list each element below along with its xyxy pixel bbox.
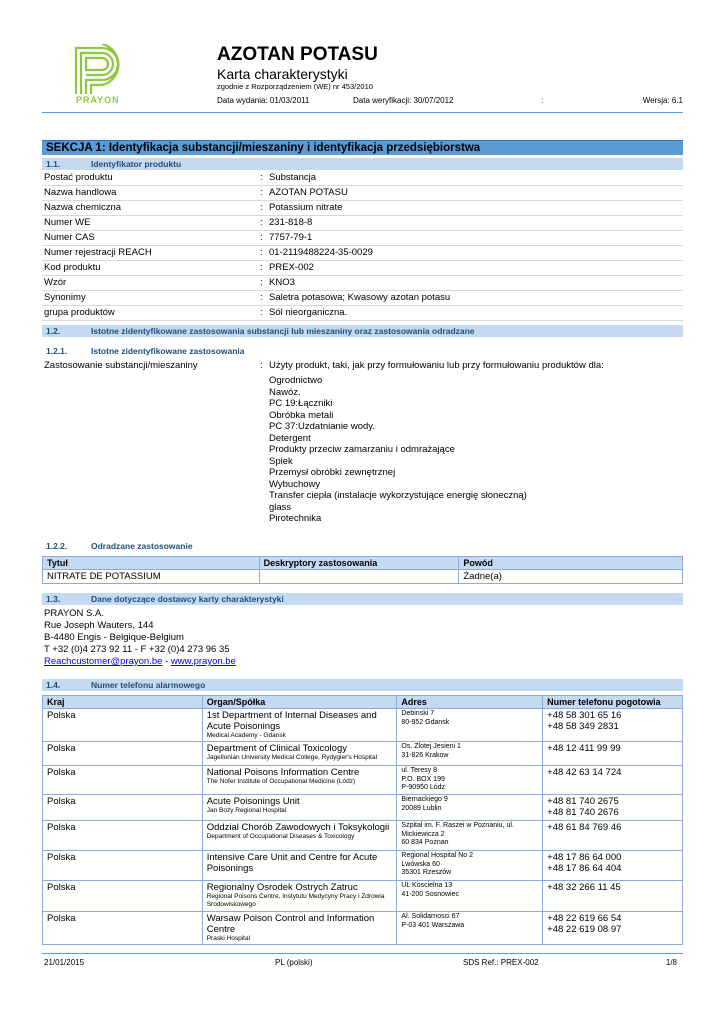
phone-number: +48 22 619 08 97: [547, 924, 622, 935]
organization-subtitle: Praski Hospital: [206, 935, 251, 942]
footer-sds-ref: SDS Ref.: PREX-002: [463, 958, 539, 967]
document-title: AZOTAN POTASU: [217, 44, 378, 65]
product-identifier-row: [44, 202, 683, 216]
phone-cell: [543, 912, 683, 945]
address-line: 31-826 Krakow: [401, 751, 449, 759]
verification-date: Data weryfikacji: 30/07/2012: [353, 96, 454, 105]
address-line: UL Koscielna 13: [401, 882, 453, 889]
subsection-title: Identyfikator produktu: [91, 159, 182, 169]
row-divider: [42, 185, 683, 186]
table-row: [43, 766, 683, 795]
field-value: Saletra potasowa; Kwasowy azotan potasu: [269, 292, 451, 303]
subsection-title: Dane dotyczące dostawcy karty charakterystyki: [91, 594, 284, 604]
organization-cell: [202, 742, 397, 766]
country-cell: [43, 912, 203, 945]
address-cell: [397, 881, 543, 912]
country: Polska: [47, 796, 76, 807]
phone-number: +48 42 63 14 724: [547, 767, 622, 778]
table-row: [43, 795, 683, 821]
address-cell: [397, 766, 543, 795]
use-item: Spiek: [269, 455, 293, 467]
row-divider: [42, 245, 683, 246]
subsection-title: Istotne zidentyfikowane zastosowania substancji lub mieszaniny oraz zastosowania odradzane: [91, 326, 475, 336]
logo-text: PRAYON: [76, 95, 120, 105]
address-line: Mickiewicza 2: [401, 830, 445, 838]
row-divider: [42, 215, 683, 216]
document-subtitle: Karta charakterystyki: [217, 66, 348, 82]
uses-row: [44, 360, 683, 374]
document-header: [0, 0, 725, 120]
subsection-title: Istotne zidentyfikowane zastosowania: [91, 346, 245, 356]
address-line: Lwówska 60: [401, 860, 440, 868]
address-line: Regional Hospital No 2: [401, 852, 474, 859]
address-line: Al. Solidarnosci 67: [401, 913, 460, 920]
country: Polska: [47, 882, 76, 893]
version: Wersja: 6.1: [642, 96, 683, 105]
supplier-city: B-4480 Engis - Belgique-Belgium: [44, 632, 184, 643]
table-row: [43, 912, 683, 945]
address-line: P.O. BOX 199: [401, 775, 445, 783]
country: Polska: [47, 743, 76, 754]
phone-cell: [543, 821, 683, 851]
organization-subtitle: Jagellonian University Medical College, Rydygier's Hospital: [206, 754, 378, 761]
supplier-details: [44, 608, 236, 668]
subsection-number: 1.2.2.: [46, 541, 68, 551]
phone-number: +48 81 740 2676: [547, 807, 619, 818]
issue-date: Data wydania: 01/03/2011: [217, 96, 310, 105]
country: Polska: [47, 913, 76, 924]
phone-cell: [543, 742, 683, 766]
row-divider: [42, 275, 683, 276]
header-divider: [42, 112, 683, 113]
row-divider: [42, 290, 683, 291]
supplier-street: Rue Joseph Wauters, 144: [44, 620, 154, 631]
field-value: Potassium nitrate: [269, 202, 343, 213]
column-header: Numer telefonu pogotowia: [543, 696, 683, 709]
row-divider: [42, 260, 683, 261]
phone-number: +48 58 349 2831: [547, 721, 619, 732]
subsection-1-2-1: [42, 346, 245, 356]
subsection-1-3: [42, 593, 683, 605]
phone-cell: [543, 881, 683, 912]
supplier-contact: [44, 656, 236, 668]
address-cell: [397, 795, 543, 821]
country: Polska: [47, 852, 76, 863]
row-divider: [42, 320, 683, 321]
phone-cell: [543, 851, 683, 881]
organization-name: Regionalny Osrodek Ostrych Zatruc: [206, 882, 358, 893]
use-item: PC 19:Łączniki: [269, 398, 333, 409]
field-value: AZOTAN POTASU: [269, 187, 348, 198]
colon: :: [260, 262, 263, 273]
country: Polska: [47, 822, 76, 833]
organization-cell: [202, 912, 397, 945]
use-item: Detergent: [269, 432, 311, 444]
organization-cell: [202, 766, 397, 795]
country-cell: [43, 851, 203, 881]
field-value: 01-2119488224-35-0029: [269, 247, 373, 258]
section-1-title: SEKCJA 1: Identyfikacja substancji/mieszaniny i identyfikacja przedsiębiorstwa: [42, 140, 683, 155]
product-identifier-row: [44, 232, 683, 246]
organization-cell: [202, 821, 397, 851]
subsection-number: 1.2.: [46, 326, 61, 336]
phone-number: +48 61 84 769 46: [547, 822, 622, 833]
organization-name: Warsaw Poison Control and Information Centre: [206, 913, 375, 935]
phone-number: +48 32 266 11 45: [547, 882, 621, 893]
address-line: 35301 Rzeszów: [401, 869, 452, 876]
subsection-number: 1.3.: [46, 594, 61, 604]
colon: :: [260, 360, 263, 371]
subsection-number: 1.2.1.: [46, 346, 68, 356]
subsection-1-2-2: [42, 541, 193, 551]
subsection-title: Numer telefonu alarmowego: [91, 680, 206, 690]
subsection-1-2: [42, 325, 683, 337]
use-item: PC 37:Uzdatnianie wody.: [269, 421, 375, 432]
field-label: grupa produktów: [44, 307, 115, 318]
address-line: ul. Teresy 8: [401, 767, 438, 774]
page-footer: [42, 958, 683, 970]
subsection-number: 1.4.: [46, 680, 61, 690]
row-divider: [42, 200, 683, 201]
field-value: Substancja: [269, 172, 317, 183]
organization-cell: [202, 709, 397, 742]
phone-number: +48 22 619 66 54: [547, 913, 622, 924]
field-label: Wzór: [44, 277, 67, 288]
address-line: 60 834 Poznan: [401, 839, 449, 846]
use-item: Nawóz.: [269, 386, 301, 398]
field-label: Numer CAS: [44, 232, 95, 243]
subsection-title: Odradzane zastosowanie: [91, 541, 193, 551]
country: Polska: [47, 767, 76, 778]
use-item: glass: [269, 501, 292, 513]
field-label: Numer rejestracji REACH: [44, 247, 152, 258]
subsection-number: 1.1.: [46, 159, 61, 169]
phone-cell: [543, 709, 683, 742]
advised-against-table: [42, 556, 683, 584]
footer-language: PL (polski): [275, 958, 313, 967]
colon: :: [260, 187, 263, 198]
address-cell: [397, 912, 543, 945]
product-identifier-row: [44, 187, 683, 201]
table-row: [43, 709, 683, 742]
column-header: Powód: [459, 557, 683, 570]
organization-name: National Poisons Information Centre: [206, 767, 360, 778]
country-cell: [43, 742, 203, 766]
colon: :: [260, 247, 263, 258]
use-item: Produkty przeciw zamarzaniu i odmrażające: [269, 444, 455, 455]
supplier-phone: T +32 (0)4 273 92 11 - F +32 (0)4 273 96 35: [44, 644, 230, 655]
field-label: Nazwa handlowa: [44, 187, 117, 198]
field-value: 231-818-8: [269, 217, 313, 228]
phone-number: +48 81 740 2675: [547, 796, 619, 807]
phone-number: +48 12 411 99 99: [547, 743, 621, 754]
subsection-1-4: [42, 679, 683, 691]
product-identifier-row: [44, 217, 683, 231]
product-identifier-row: [44, 172, 683, 186]
country-cell: [43, 881, 203, 912]
contact-separator: -: [162, 656, 171, 667]
colon: :: [260, 277, 263, 288]
colon: :: [260, 172, 263, 183]
product-identifier-row: [44, 277, 683, 291]
organization-subtitle: Medical Academy - Gdansk: [206, 732, 286, 739]
product-identifier-row: [44, 292, 683, 306]
field-label: Postać produktu: [44, 172, 113, 183]
table-row: [43, 742, 683, 766]
address-line: 20089 Lublin: [401, 804, 442, 812]
address-cell: [397, 742, 543, 766]
address-line: Biernackiego 9: [401, 796, 448, 803]
address-line: Os. Zlotej Jesieni 1: [401, 743, 461, 750]
phone-number: +48 17 86 64 404: [547, 863, 622, 874]
field-value: PREX-002: [269, 262, 314, 273]
product-identifier-row: [44, 262, 683, 276]
organization-subtitle: Department of Occupational Diseases & Toxicology: [206, 833, 355, 840]
organization-name: Department of Clinical Toxicology: [206, 743, 347, 754]
organization-subtitle: The Nofer Institute of Occupational Medicine (Lódz): [206, 778, 356, 785]
product-identifier-row: [44, 247, 683, 261]
field-value: KNO3: [269, 277, 295, 288]
colon: :: [260, 307, 263, 318]
document-meta: [217, 96, 683, 108]
colon: :: [260, 232, 263, 243]
product-identifier-row: [44, 307, 683, 321]
field-value: Sól nieorganiczna.: [269, 307, 348, 318]
use-item: Przemysł obróbki zewnętrznej: [269, 467, 396, 478]
use-item: Ogrodnictwo: [269, 375, 323, 386]
column-header: Organ/Spółka: [202, 696, 397, 709]
phone-cell: [543, 795, 683, 821]
table-header-row: [43, 696, 683, 709]
field-label: Synonimy: [44, 292, 86, 303]
field-label: Nazwa chemiczna: [44, 202, 122, 213]
table-header-row: [43, 557, 683, 570]
column-header: Kraj: [43, 696, 203, 709]
table-cell: Żadne(a): [459, 570, 683, 584]
address-line: P-03 401 Warszawa: [401, 921, 465, 929]
use-item: Pirotechnika: [269, 513, 322, 524]
organization-cell: [202, 881, 397, 912]
field-label: Numer WE: [44, 217, 91, 228]
row-divider: [42, 305, 683, 306]
table-cell: NITRATE DE POTASSIUM: [43, 570, 260, 584]
organization-cell: [202, 795, 397, 821]
supplier-name: PRAYON S.A.: [44, 608, 105, 619]
country-cell: [43, 709, 203, 742]
footer-page-number: 1/8: [665, 958, 677, 967]
organization-name: 1st Department of Internal Diseases and Acute Poisonings: [206, 710, 377, 732]
table-row: [43, 570, 683, 584]
meta-separator: :: [541, 96, 544, 105]
emergency-phone-table: [42, 695, 683, 945]
regulation-note: zgodnie z Rozporządzeniem (WE) nr 453/2010: [217, 82, 373, 91]
organization-cell: [202, 851, 397, 881]
phone-number: +48 58 301 65 16: [547, 710, 622, 721]
country-cell: [43, 766, 203, 795]
footer-date: 21/01/2015: [44, 958, 85, 967]
row-divider: [42, 230, 683, 231]
organization-name: Acute Poisonings Unit: [206, 796, 300, 807]
organization-name: Oddzial Chorób Zawodowych i Toksykologii: [206, 822, 390, 833]
field-value: 7757-79-1: [269, 232, 313, 243]
address-line: Debinski 7: [401, 710, 435, 717]
uses-list: [269, 375, 527, 525]
colon: :: [260, 292, 263, 303]
country-cell: [43, 795, 203, 821]
table-row: [43, 851, 683, 881]
subsection-1-1: [42, 158, 683, 170]
column-header: Adres: [397, 696, 543, 709]
table-row: [43, 881, 683, 912]
table-cell: [259, 570, 459, 584]
organization-subtitle: Jan Bozy Regional Hospital: [206, 807, 287, 814]
address-cell: [397, 709, 543, 742]
column-header: Tytuł: [43, 557, 260, 570]
column-header: Deskryptory zastosowania: [259, 557, 459, 570]
supplier-website-link[interactable]: www.prayon.be: [170, 656, 236, 667]
address-line: 41-200 Sosnowiec: [401, 890, 459, 898]
organization-subtitle: Regional Poisons Centre, Instytutu Medycyny Pracy i Zdrowia Srodowiskowego: [206, 893, 385, 908]
use-item: Wybuchowy: [269, 478, 321, 490]
phone-cell: [543, 766, 683, 795]
uses-intro: Użyty produkt, taki, jak przy formułowaniu lub przy formułowaniu produktów dla:: [269, 360, 604, 371]
footer-divider: [42, 953, 683, 954]
field-label: Kod produktu: [44, 262, 101, 273]
supplier-email-link[interactable]: Reachcustomer@prayon.be: [44, 656, 163, 667]
country-cell: [43, 821, 203, 851]
use-item: Obróbka metali: [269, 409, 334, 421]
address-cell: [397, 851, 543, 881]
use-item: Transfer ciepła (instalacje wykorzystujące energię słoneczną): [269, 490, 527, 501]
colon: :: [260, 202, 263, 213]
phone-number: +48 17 86 64 000: [547, 852, 622, 863]
address-line: Szpital im. F. Raszei w Poznaniu, ul.: [401, 822, 514, 829]
colon: :: [260, 217, 263, 228]
table-row: [43, 821, 683, 851]
uses-label: Zastosowanie substancji/mieszaniny: [44, 360, 198, 371]
address-line: P-90950 Lódz: [401, 784, 445, 791]
organization-name: Intensive Care Unit and Centre for Acute Poisonings: [206, 852, 378, 874]
address-cell: [397, 821, 543, 851]
address-line: 80-952 Gdansk: [401, 718, 450, 726]
country: Polska: [47, 710, 76, 721]
